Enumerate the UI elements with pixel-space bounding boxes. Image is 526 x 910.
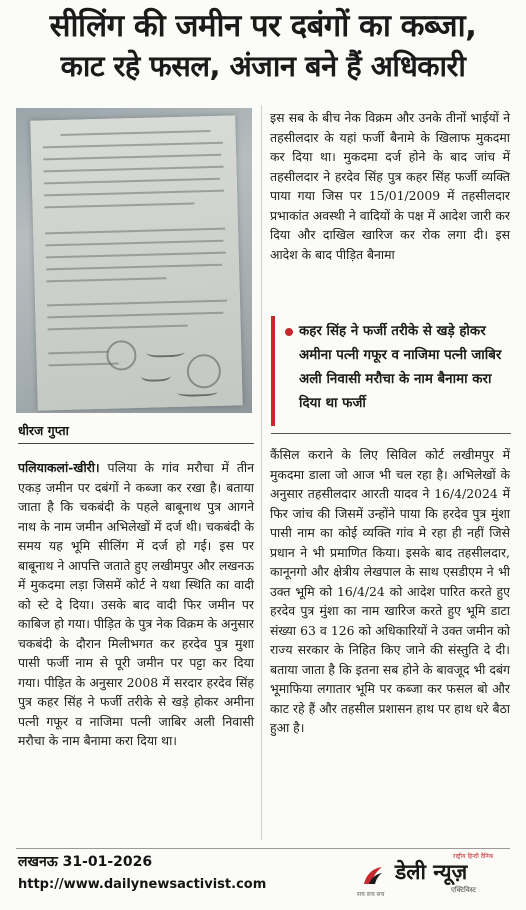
logo-top-tag: राष्ट्रीय हिन्दी दैनिक [453,853,494,860]
headline-line-2: काट रहे फसल, अंजान बने हैं अधिकारी [60,49,466,83]
signature-icon [141,367,171,382]
doc-line [45,228,225,235]
column-divider [261,105,262,840]
doc-line [61,130,211,136]
dateline: पलियाकलां-खीरी। [18,460,100,475]
document-photo [16,108,252,413]
pull-quote-text: कहर सिंह ने फर्जी तरीके से खड़े होकर अमीना पत्नी गफूर व नाजिमा पत्नी जाबिर अली निवासी मरौचा के नाम बैनामा करा दिया था फर्जी [299,324,502,411]
document-sheet [30,115,243,410]
byline: धीरज गुप्ता [18,423,69,438]
signature-icon [146,345,184,358]
pull-quote [271,316,511,426]
doc-line [44,166,224,173]
article-column-left [18,458,254,838]
doc-line [44,178,220,185]
article-column-right-bottom [270,445,510,840]
doc-line [46,264,222,271]
newspaper-logo [355,850,515,900]
doc-line [46,252,226,259]
article-text-right-top: इस सब के बीच नेक विक्रम और उनके तीनों भाईयों ने तहसीलदार के यहां फर्जी बैनामे के खिलाफ मुकदमा कर दिया था। मुकदमा दर्ज होने के बाद जांच में तहसीलदार ने हरदेव सिंह पुत्र कहर सिंह फर्जी व्यक्ति पाया गया जिस पर 15/01/2009 में तहसीलदार प्रभाकांत अवस्थी ने वादियों के पक्ष में आदेश जारी कर दिया और दाखिल खारिज कर रोक लगा दी। इस आदेश के बाद पीड़ित बैनामा [270,110,510,262]
doc-line [46,277,166,282]
logo-mark-icon [361,864,385,888]
doc-line [43,142,223,149]
headline-line-1: सीलिंग की जमीन पर दबंगों का कब्जा, [49,8,477,44]
doc-line [45,240,223,247]
logo-name: डेली न्यूज़ [395,860,468,884]
doc-line [47,300,227,307]
stamp-icon [186,354,221,389]
article-text-left: पलिया के गांव मरौचा में तीन एकड़ जमीन पर दबंगों ने कब्जा कर रखा है। बताया जाता है कि चकबंदी के पहले बाबूनाथ पुत्र आगने नाथ के नाम जमीन अभिलेखों में दर्ज थी। चकबंदी के समय यह भूमि सीलिंग में दर्ज हो गई। इस पर बाबूनाथ ने आपत्ति जताते हुए लखीमपुर और लखनऊ में मुकदमा लड़ा जिसमें कोर्ट ने यथा स्थिति का वादी को स्टे दे दिया। उसके बाद वादी फिर जमीन पर काबिज हो गया। पीड़ित के पुत्र नेक विक्रम के अनुसार चकबंदी के दौरान मिलीभगत कर हरदेव पुत्र मुशा पासी फर्जी नाम से पूरी जमीन पर पट्टा कर दिया गया। पीड़ित के अनुसार 2008 में सरदार हरदेव सिंह पुत्र कहर सिंह ने फर्जी तरीके से खड़े होकर अमीना पत्नी गफूर व नाजिमा पत्नी जाबिर अली निवासी मरौचा के नाम बैनामा करा दिया था। [18,460,254,748]
logo-sub: एक्टिविस्ट [451,886,476,894]
footer-city-date: लखनऊ 31-01-2026 [18,854,153,870]
byline-rule [18,443,254,444]
logo-tagline: सच सच सच [357,891,385,898]
doc-line [48,351,108,355]
headline [8,6,518,86]
footer-rule [16,848,510,849]
doc-line [47,312,223,319]
doc-line [43,154,221,161]
stamp-icon [106,340,137,371]
signature-icon [177,386,217,397]
doc-line [48,325,188,331]
article-text-right-bottom: कैंसिल कराने के लिए सिविल कोर्ट लखीमपुर में मुकदमा डाला जो आज भी चल रहा है। अभिलेखों के अनुसार तहसीलदार आरती यादव ने 16/4/2024 में फिर जांच की जिसमें उन्होंने पाया कि हरदेव पुत्र मुंशा पासी नाम का कोई व्यक्ति गांव मे रहा ही नहीं जिसे प्रधान ने भी प्रमाणित किया। इसके बाद तहसीलदार, कानूनगो और क्षेत्रीय लेखपाल के साथ एसडीएम ने भी उक्त भूमि को 16/4/24 को आदेश पारित करते हुए हरदेव पुत्र मुंशा का नाम खारिज करते हुए भूमि डाटा संख्या 63 व 126 को अधिकारियों ने उक्त जमीन को राज्य सरकार के निहित किए जाने की संस्तुति दे दी। बताया जाता है कि इतना सब होने के बावजूद भी दबंग भूमाफिया लगातार भूमि पर कब्जा कर फसल बो और काट रहे हैं और तहसील प्रशासन हाथ पर हाथ धरे बैठा हुआ है। [270,447,510,735]
bullet-icon [285,328,293,336]
doc-line [44,202,194,208]
doc-line [44,190,224,197]
pull-quote-rule [271,433,511,434]
footer-url[interactable]: http://www.dailynewsactivist.com [18,877,267,892]
article-column-right-top [270,108,510,304]
